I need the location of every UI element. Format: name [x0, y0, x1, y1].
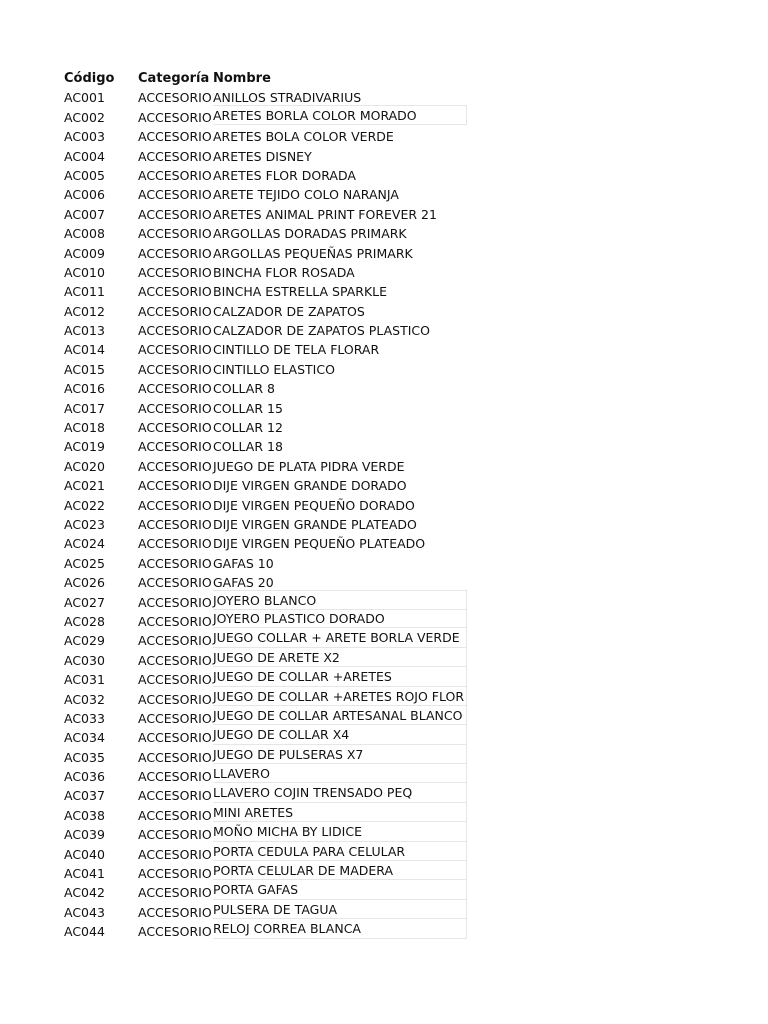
cell-code: AC001	[64, 90, 105, 106]
table-row	[64, 205, 484, 224]
cell-category: ACCESORIO	[138, 924, 212, 940]
cell-category: ACCESORIO	[138, 827, 212, 843]
cell-code: AC032	[64, 691, 105, 707]
cell-name: ANILLOS STRADIVARIUS	[213, 90, 362, 106]
cell-name: LLAVERO	[213, 764, 467, 783]
cell-name: GAFAS 20	[213, 575, 274, 591]
cell-code: AC022	[64, 497, 105, 513]
table-row	[64, 554, 484, 573]
cell-code: AC044	[64, 924, 105, 940]
cell-category: ACCESORIO	[138, 613, 212, 629]
cell-code: AC011	[64, 284, 105, 300]
cell-category: ACCESORIO	[138, 187, 212, 203]
cell-name: ARETE TEJIDO COLO NARANJA	[213, 187, 399, 203]
cell-code: AC019	[64, 439, 105, 455]
cell-code: AC038	[64, 807, 105, 823]
cell-name: JUEGO DE PULSERAS X7	[213, 745, 467, 764]
cell-name: CALZADOR DE ZAPATOS	[213, 303, 365, 319]
cell-code: AC023	[64, 516, 105, 532]
cell-code: AC009	[64, 245, 105, 261]
cell-category: ACCESORIO	[138, 710, 212, 726]
cell-name: COLLAR 15	[213, 400, 283, 416]
cell-code: AC010	[64, 264, 105, 280]
cell-code: AC018	[64, 420, 105, 436]
cell-category: ACCESORIO	[138, 846, 212, 862]
cell-category: ACCESORIO	[138, 458, 212, 474]
cell-name: ARETES DISNEY	[213, 148, 312, 164]
cell-name: PORTA CEDULA PARA CELULAR	[213, 842, 467, 861]
cell-category: ACCESORIO	[138, 303, 212, 319]
cell-category: ACCESORIO	[138, 497, 212, 513]
table-row	[64, 321, 484, 340]
cell-code: AC004	[64, 148, 105, 164]
cell-code: AC017	[64, 400, 105, 416]
cell-name: BINCHA FLOR ROSADA	[213, 264, 355, 280]
table-row	[64, 224, 484, 243]
cell-code: AC033	[64, 710, 105, 726]
cell-name: BINCHA ESTRELLA SPARKLE	[213, 284, 388, 300]
cell-name: ARETES ANIMAL PRINT FOREVER 21	[213, 206, 437, 222]
table-row	[64, 185, 484, 204]
cell-name: ARETES BOLA COLOR VERDE	[213, 129, 394, 145]
cell-name: CINTILLO DE TELA FLORAR	[213, 342, 380, 358]
cell-name: CALZADOR DE ZAPATOS PLASTICO	[213, 323, 430, 339]
cell-category: ACCESORIO	[138, 555, 212, 571]
cell-category: ACCESORIO	[138, 109, 212, 125]
cell-code: AC042	[64, 885, 105, 901]
cell-category: ACCESORIO	[138, 575, 212, 591]
cell-category: ACCESORIO	[138, 342, 212, 358]
cell-code: AC031	[64, 672, 105, 688]
cell-category: ACCESORIO	[138, 420, 212, 436]
cell-code: AC012	[64, 303, 105, 319]
header-name: Nombre	[213, 71, 271, 86]
table-row	[64, 496, 484, 515]
cell-category: ACCESORIO	[138, 807, 212, 823]
cell-category: ACCESORIO	[138, 691, 212, 707]
cell-category: ACCESORIO	[138, 226, 212, 242]
table-row	[64, 360, 484, 379]
table-row	[64, 282, 484, 301]
cell-code: AC026	[64, 575, 105, 591]
table-row	[64, 418, 484, 437]
header-code: Código	[64, 71, 115, 86]
cell-category: ACCESORIO	[138, 381, 212, 397]
cell-code: AC006	[64, 187, 105, 203]
cell-category: ACCESORIO	[138, 885, 212, 901]
cell-name: RELOJ CORREA BLANCA	[213, 919, 467, 938]
cell-code: AC034	[64, 730, 105, 746]
cell-name: GAFAS 10	[213, 555, 274, 571]
cell-name: COLLAR 18	[213, 439, 283, 455]
cell-category: ACCESORIO	[138, 129, 212, 145]
cell-name: PORTA CELULAR DE MADERA	[213, 861, 467, 880]
cell-category: ACCESORIO	[138, 245, 212, 261]
cell-name: JUEGO DE COLLAR +ARETES ROJO FLOR	[213, 687, 467, 706]
cell-category: ACCESORIO	[138, 652, 212, 668]
table-row	[64, 108, 484, 127]
cell-code: AC016	[64, 381, 105, 397]
cell-name: JOYERO PLASTICO DORADO	[213, 609, 467, 628]
cell-category: ACCESORIO	[138, 323, 212, 339]
cell-name: JUEGO DE COLLAR X4	[213, 725, 467, 744]
cell-category: ACCESORIO	[138, 594, 212, 610]
cell-category: ACCESORIO	[138, 478, 212, 494]
table-header-row	[64, 69, 484, 88]
cell-code: AC015	[64, 361, 105, 377]
cell-name: LLAVERO COJIN TRENSADO PEQ	[213, 783, 467, 802]
cell-category: ACCESORIO	[138, 788, 212, 804]
cell-name: JOYERO BLANCO	[213, 590, 467, 610]
table-row	[64, 166, 484, 185]
cell-name: MINI ARETES	[213, 803, 467, 822]
cell-category: ACCESORIO	[138, 400, 212, 416]
cell-code: AC041	[64, 866, 105, 882]
cell-code: AC008	[64, 226, 105, 242]
cell-code: AC030	[64, 652, 105, 668]
cell-category: ACCESORIO	[138, 769, 212, 785]
cell-name: ARGOLLAS PEQUEÑAS PRIMARK	[213, 245, 413, 261]
cell-name: MOÑO MICHA BY LIDICE	[213, 822, 467, 841]
cell-name: DIJE VIRGEN GRANDE PLATEADO	[213, 516, 417, 532]
cell-category: ACCESORIO	[138, 361, 212, 377]
cell-category: ACCESORIO	[138, 904, 212, 920]
cell-name: PULSERA DE TAGUA	[213, 900, 467, 919]
cell-name: JUEGO DE COLLAR ARTESANAL BLANCO	[213, 706, 467, 725]
cell-code: AC025	[64, 555, 105, 571]
cell-name: DIJE VIRGEN GRANDE DORADO	[213, 478, 407, 494]
table-row	[64, 534, 484, 553]
cell-code: AC003	[64, 129, 105, 145]
table-row	[64, 476, 484, 495]
cell-name: COLLAR 8	[213, 381, 275, 397]
cell-name: JUEGO DE ARETE X2	[213, 648, 467, 667]
cell-code: AC028	[64, 613, 105, 629]
table-row	[64, 379, 484, 398]
cell-code: AC005	[64, 167, 105, 183]
cell-category: ACCESORIO	[138, 148, 212, 164]
cell-code: AC007	[64, 206, 105, 222]
table-row	[64, 147, 484, 166]
table-row	[64, 244, 484, 263]
cell-category: ACCESORIO	[138, 536, 212, 552]
cell-code: AC002	[64, 109, 105, 125]
cell-name: CINTILLO ELASTICO	[213, 361, 335, 377]
cell-category: ACCESORIO	[138, 206, 212, 222]
cell-code: AC037	[64, 788, 105, 804]
cell-name: JUEGO DE COLLAR +ARETES	[213, 667, 467, 686]
cell-code: AC014	[64, 342, 105, 358]
cell-code: AC020	[64, 458, 105, 474]
cell-name: ARETES FLOR DORADA	[213, 167, 356, 183]
cell-category: ACCESORIO	[138, 749, 212, 765]
cell-category: ACCESORIO	[138, 672, 212, 688]
cell-code: AC027	[64, 594, 105, 610]
cell-category: ACCESORIO	[138, 264, 212, 280]
cell-name: ARETES BORLA COLOR MORADO	[213, 105, 467, 125]
cell-code: AC013	[64, 323, 105, 339]
cell-name: COLLAR 12	[213, 420, 283, 436]
cell-name: JUEGO COLLAR + ARETE BORLA VERDE	[213, 628, 467, 647]
cell-code: AC021	[64, 478, 105, 494]
cell-category: ACCESORIO	[138, 866, 212, 882]
cell-category: ACCESORIO	[138, 633, 212, 649]
table-body	[64, 88, 484, 941]
product-table	[64, 69, 484, 942]
table-row	[64, 399, 484, 418]
cell-name: DIJE VIRGEN PEQUEÑO DORADO	[213, 497, 415, 513]
table-row	[64, 515, 484, 534]
cell-category: ACCESORIO	[138, 167, 212, 183]
cell-code: AC029	[64, 633, 105, 649]
cell-name: ARGOLLAS DORADAS PRIMARK	[213, 226, 407, 242]
cell-name: PORTA GAFAS	[213, 880, 467, 899]
cell-category: ACCESORIO	[138, 439, 212, 455]
cell-name: DIJE VIRGEN PEQUEÑO PLATEADO	[213, 536, 426, 552]
cell-code: AC040	[64, 846, 105, 862]
cell-code: AC039	[64, 827, 105, 843]
cell-code: AC035	[64, 749, 105, 765]
table-row	[64, 457, 484, 476]
table-row	[64, 302, 484, 321]
cell-category: ACCESORIO	[138, 730, 212, 746]
cell-category: ACCESORIO	[138, 516, 212, 532]
cell-code: AC043	[64, 904, 105, 920]
cell-category: ACCESORIO	[138, 90, 212, 106]
cell-code: AC036	[64, 769, 105, 785]
table-row	[64, 922, 484, 941]
cell-category: ACCESORIO	[138, 284, 212, 300]
cell-code: AC024	[64, 536, 105, 552]
table-row	[64, 340, 484, 359]
table-row	[64, 127, 484, 146]
table-row	[64, 263, 484, 282]
table-row	[64, 437, 484, 456]
header-category: Categoría	[138, 71, 210, 86]
cell-name: JUEGO DE PLATA PIDRA VERDE	[213, 458, 405, 474]
